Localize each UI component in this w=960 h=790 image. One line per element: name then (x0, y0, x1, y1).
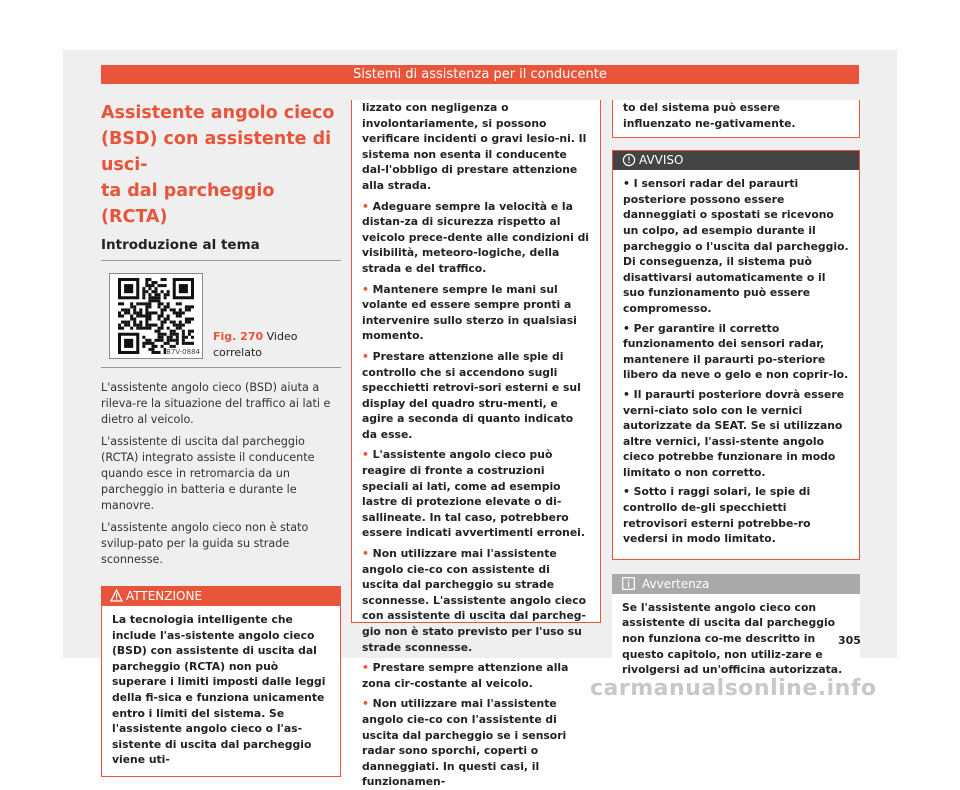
paragraph: L'assistente angolo cieco (BSD) aiuta a rileva-re la situazione del traffico ai lati e dietro al veicolo. (101, 381, 331, 426)
warning-triangle-icon (110, 589, 123, 602)
bullet-icon: • (362, 282, 369, 296)
list-item-text: L'assistente angolo cieco può reagire di fronte a costruzioni speciali ai lati, come ad esempio lastre di protezione elevate o di-sallineate. In tal caso, potrebbero essere indicati avvertimenti erronei. (362, 448, 585, 540)
list-item (623, 484, 849, 546)
figure-code: B7V-0884 (166, 348, 200, 356)
list-item-text: Sotto i raggi solari, le spie di controllo de-gli specchietti retrovisori esterni potrebbe-ro vedersi in modo limitato. (623, 485, 811, 546)
list-item-text: I sensori radar del paraurti posteriore possono essere danneggiati o spostati se ricevono un colpo, ad esempio durante il parcheggio o l'uscita dal parcheggio. Di conseguenza, il sistema può disattivarsi automaticamente o il suo funzionamento può essere compromesso. (623, 177, 849, 315)
bullet-icon: • (623, 485, 630, 499)
bullet-icon: • (623, 177, 630, 191)
bullet-icon: • (362, 661, 369, 675)
note-box (612, 574, 860, 686)
list-item (362, 349, 590, 443)
figure-caption (213, 329, 341, 361)
column-left (101, 100, 341, 777)
warning-header (102, 587, 340, 606)
notice-box (612, 150, 860, 560)
bullet-icon: • (362, 697, 369, 711)
paragraph: L'assistente di uscita dal parcheggio (RCTA) integrato assiste il conducente quando esce in retromarcia da un parcheggio in batteria e durante le manovre. (101, 435, 315, 512)
notice-body (613, 170, 859, 559)
list-item (362, 282, 590, 344)
list-item-text: Prestare sempre attenzione alla zona cir-costante al veicolo. (362, 661, 569, 690)
section-subtitle: Introduzione al tema (101, 236, 341, 261)
note-text: Se l'assistente angolo cieco con assistente di uscita dal parcheggio non funziona co-me descritto in questo capitolo, non utiliz-zare e rivolgersi ad un'officina autorizzata. (622, 600, 843, 677)
title-line: Assistente angolo cieco (101, 103, 335, 123)
list-item-text: Non utilizzare mai l'assistente angolo cie-co con l'assistente di uscita dal parcheggio se i sensori radar sono sporchi, coperti o danneggiati. In questi casi, il funzionamen- (362, 697, 567, 789)
note-info-icon (622, 577, 635, 590)
qr-code-icon (116, 278, 196, 354)
paragraph: L'assistente angolo cieco non è stato svilup-pato per la guida su strade sconnesse. (101, 521, 309, 566)
list-item (623, 321, 849, 383)
list-item-text: Adeguare sempre la velocità e la distan-za di sicurezza rispetto al veicolo prece-dente alle condizioni di visibilità, meteoro-logiche, della strada e del traffico. (362, 199, 589, 275)
warning-heading: ATTENZIONE (126, 589, 203, 603)
list-item-text: Per garantire il corretto funzionamento dei sensori radar, mantenere il paraurti po-steriore libero da neve o gelo e non coprir-lo. (623, 321, 849, 382)
list-item (362, 447, 590, 541)
notice-header (613, 151, 859, 170)
column-middle (351, 100, 601, 789)
bullet-icon: • (362, 448, 369, 462)
figure-caption-text: Video correlato (213, 330, 298, 359)
section-header: Sistemi di assistenza per il conducente (101, 65, 859, 84)
column-right (612, 100, 860, 686)
notice-heading: AVVISO (639, 153, 684, 168)
title-line: ta dal parcheggio (RCTA) (101, 181, 275, 227)
list-item (362, 199, 590, 277)
bullet-icon: • (362, 547, 369, 561)
note-header (612, 574, 860, 594)
figure-video (101, 269, 341, 368)
page-number: 305 (838, 634, 861, 647)
list-item (362, 696, 590, 790)
bullet-icon: • (623, 321, 630, 335)
watermark-text: carmanualsonline.info (590, 676, 877, 701)
qr-code-image[interactable] (109, 273, 203, 359)
note-heading: Avvertenza (642, 576, 710, 591)
notice-info-icon (622, 153, 636, 167)
list-item-text: Il paraurti posteriore dovrà essere verni-ciato solo con le vernici autorizzate da SEAT. Se si utilizzano altre vernici, l'assi-stente angolo cieco potrebbe funzionare in modo limitato o non corretto. (623, 387, 845, 479)
warning-continued-text: lizzato con negligenza o involontariamente, si possono verificare incidenti o gravi lesio-ni. Il sistema non esenta il conducente dal-l'obbligo di prestare attenzione alla strada. (362, 101, 587, 192)
warning-continued-box (351, 100, 601, 789)
list-item (362, 546, 590, 655)
list-item (623, 387, 849, 481)
list-item-text: Prestare attenzione alle spie di controllo che si accendono sugli specchietti retrovi-sori esterni e sul display del quadro stru-menti, e agire a seconda di quanto indicato da esse. (362, 349, 581, 441)
bullet-icon: • (362, 199, 369, 213)
list-item (362, 660, 590, 691)
list-item-text: Non utilizzare mai l'assistente angolo cie-co con assistente di uscita dal parcheggio su strade sconnesse. L'assistente angolo cieco con assistente di uscita dal parcheg-gio non è stato previsto per l'uso su strade sconnesse. (362, 547, 587, 654)
bullet-icon: • (362, 349, 369, 363)
figure-number: Fig. 270 (213, 330, 264, 343)
warning-end-box: to del sistema può essere influenzato ne-gativamente. (612, 100, 860, 138)
list-item-text: Mantenere sempre le mani sul volante ed essere sempre pronti a intervenire sullo sterzo in qualsiasi momento. (362, 282, 577, 343)
list-item (623, 176, 849, 316)
warning-text: La tecnologia intelligente che include l'as-sistente angolo cieco (BSD) con assistente di uscita dal parcheggio (RCTA) non può superare i limiti imposti dalle leggi della fi-sica e funziona unicamente entro i limiti del sistema. Se l'assistente angolo cieco o l'as-sistente di uscita dal parcheggio viene uti- (112, 613, 326, 767)
bullet-icon: • (623, 387, 630, 401)
intro-body (101, 380, 341, 568)
warning-box (101, 586, 341, 777)
title-line: (BSD) con assistente di usci- (101, 129, 332, 175)
page-title (101, 100, 341, 230)
